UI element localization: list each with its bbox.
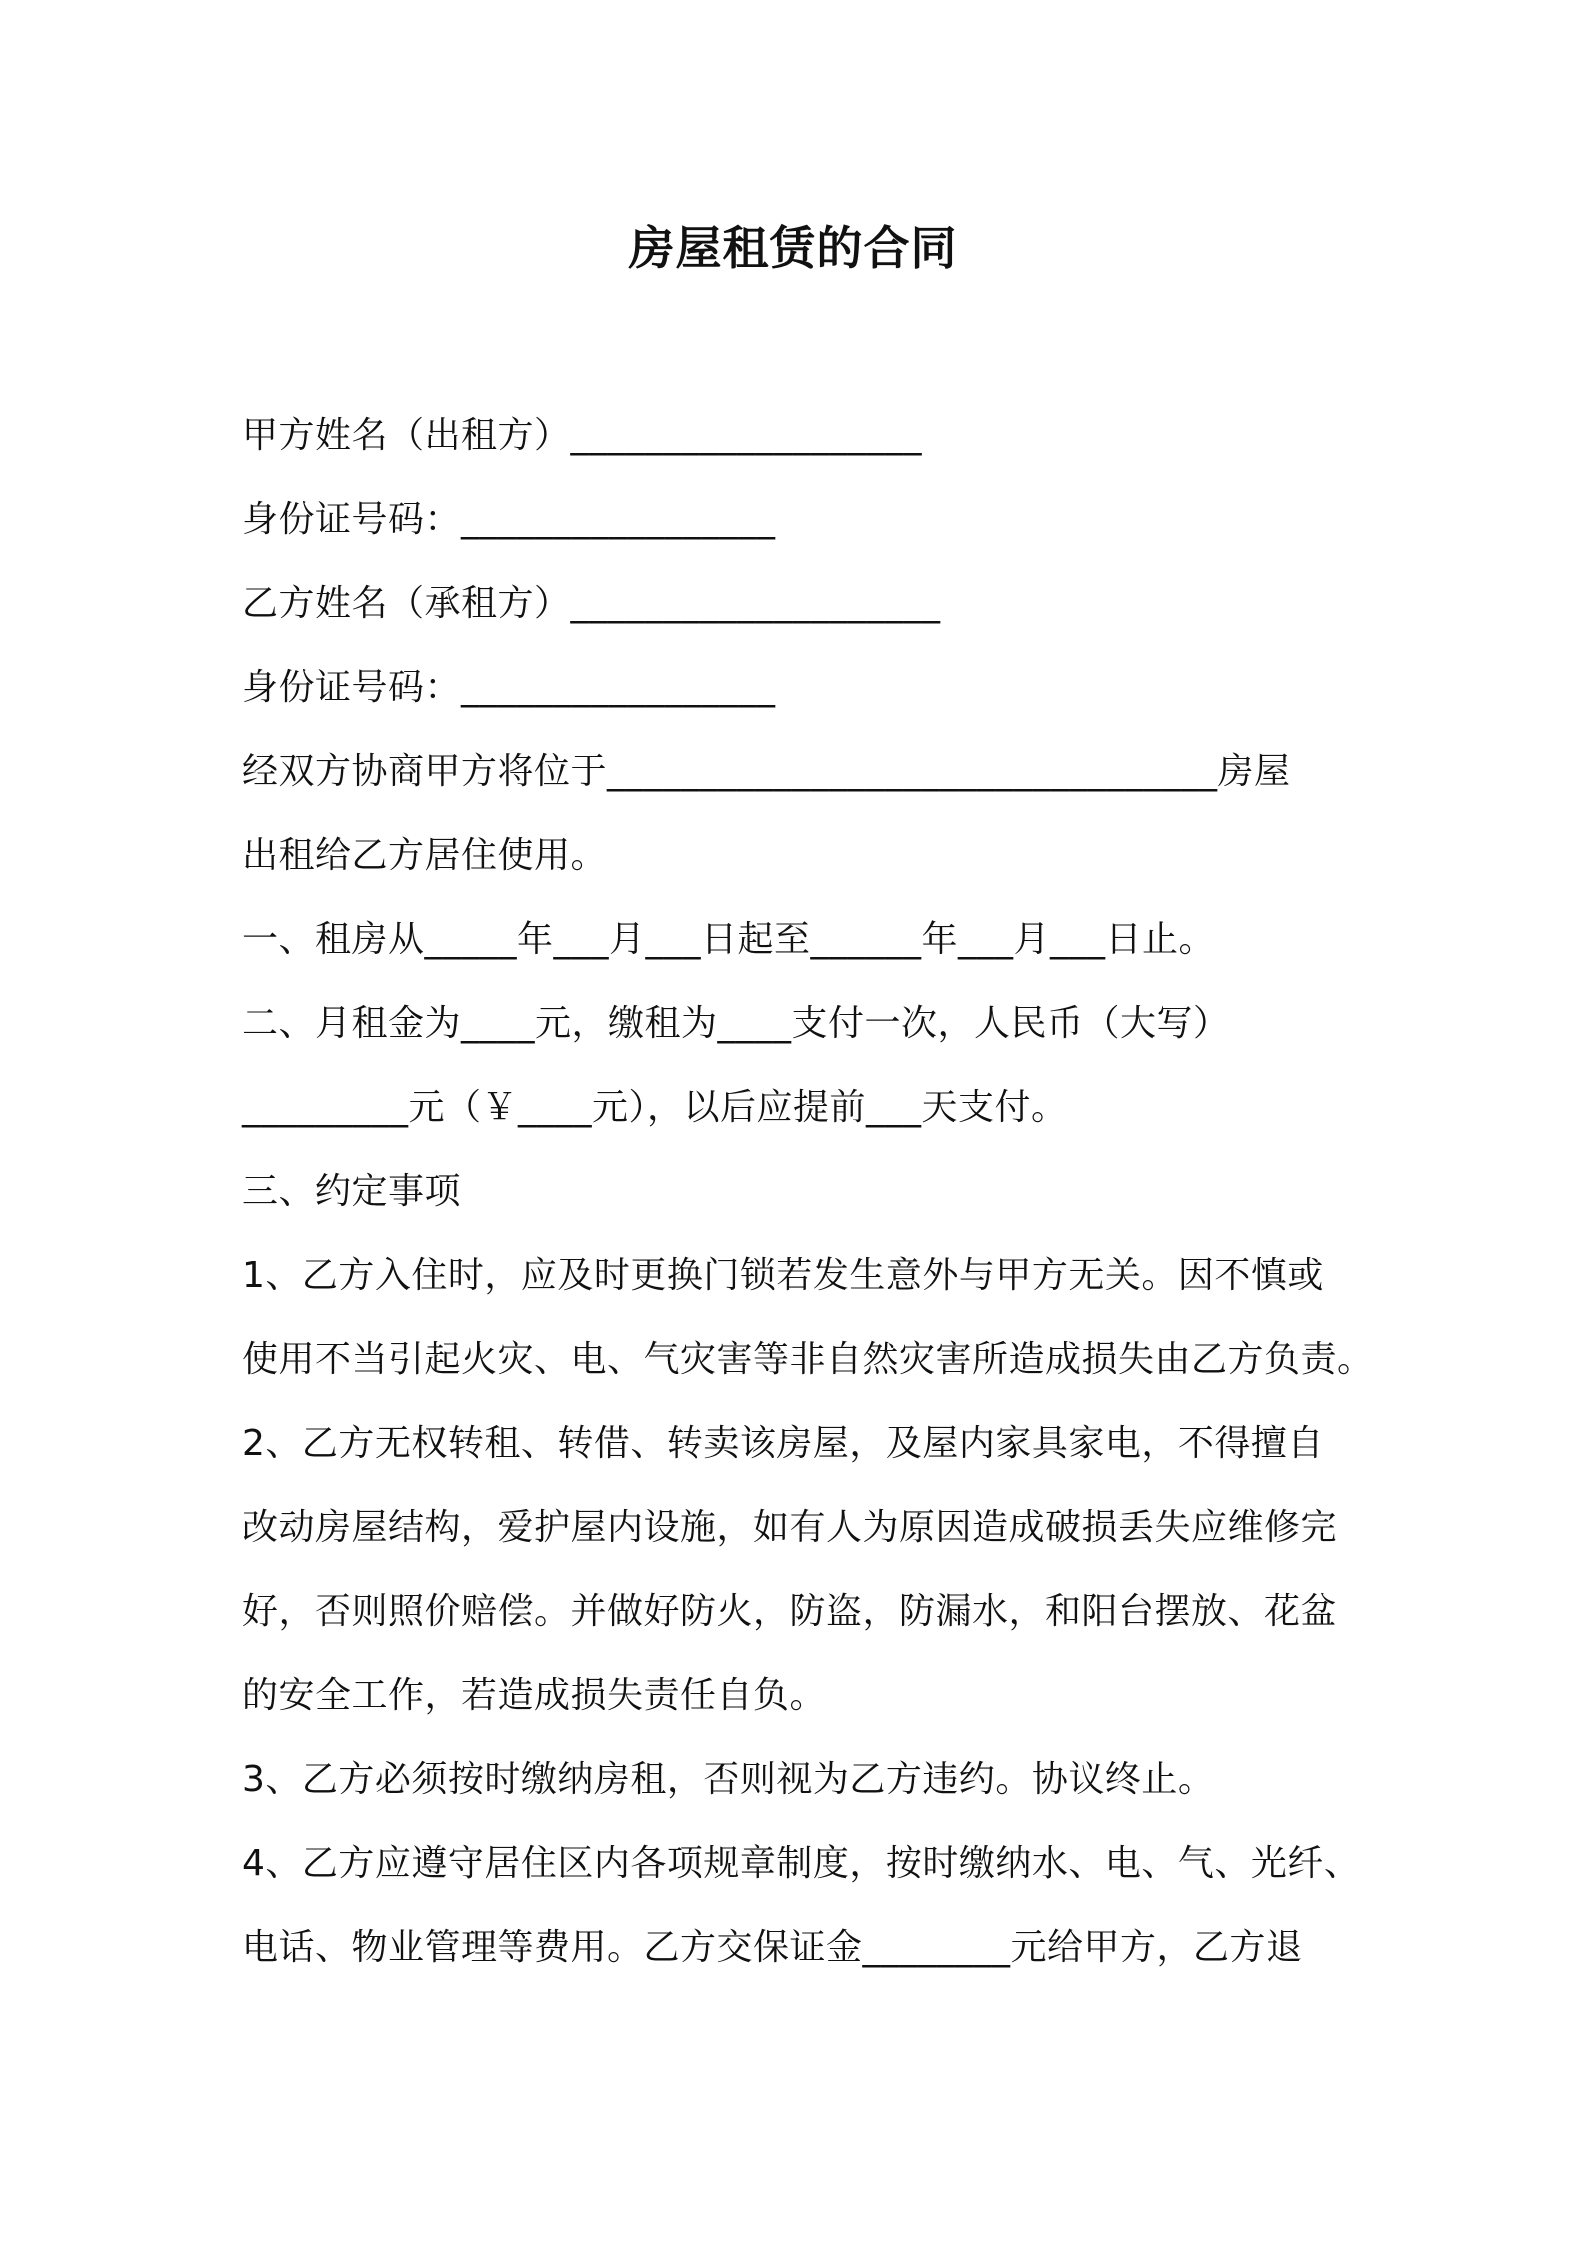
clause-2-line-3: 好，否则照价赔偿。并做好防火，防盗，防漏水，和阳台摆放、花盆 xyxy=(242,1591,1338,1632)
clause-2-line-1: 2、乙方无权转租、转借、转卖该房屋，及屋内家具家电，不得擅自 xyxy=(242,1423,1324,1464)
clause-2-line-2: 改动房屋结构，爱护屋内设施，如有人为原因造成破损丢失应维修完 xyxy=(242,1507,1338,1548)
rent-line-2: _________元（￥____元），以后应提前___天支付。 xyxy=(242,1087,1068,1128)
clause-2-line-4: 的安全工作，若造成损失责任自负。 xyxy=(242,1675,827,1716)
clause-4-line-1: 4、乙方应遵守居住区内各项规章制度，按时缴纳水、电、气、光纤、 xyxy=(242,1843,1361,1884)
clause-1-line-1: 1、乙方入住时，应及时更换门锁若发生意外与甲方无关。因不慎或 xyxy=(242,1255,1324,1296)
rent-line-1: 二、月租金为____元，缴租为____支付一次，人民币（大写） xyxy=(242,1003,1230,1044)
document-title: 房屋租赁的合同 xyxy=(628,221,958,275)
party-b-id-line: 身份证号码：_________________ xyxy=(242,667,776,708)
property-location-line: 经双方协商甲方将位于_________________________________房屋 xyxy=(242,751,1291,792)
property-use-line: 出租给乙方居住使用。 xyxy=(242,835,608,876)
term-line: 一、租房从_____年___月___日起至______年___月___日止。 xyxy=(242,919,1216,960)
party-a-name-line: 甲方姓名（出租方）___________________ xyxy=(242,415,923,456)
clause-4-line-2: 电话、物业管理等费用。乙方交保证金________元给甲方，乙方退 xyxy=(242,1927,1303,1968)
party-b-name-line: 乙方姓名（承租方）____________________ xyxy=(242,583,941,624)
clause-3-line-1: 3、乙方必须按时缴纳房租，否则视为乙方违约。协议终止。 xyxy=(242,1759,1215,1800)
section-three-heading: 三、约定事项 xyxy=(242,1171,462,1212)
clause-1-line-2: 使用不当引起火灾、电、气灾害等非自然灾害所造成损失由乙方负责。 xyxy=(242,1339,1374,1380)
party-a-id-line: 身份证号码：_________________ xyxy=(242,499,776,540)
